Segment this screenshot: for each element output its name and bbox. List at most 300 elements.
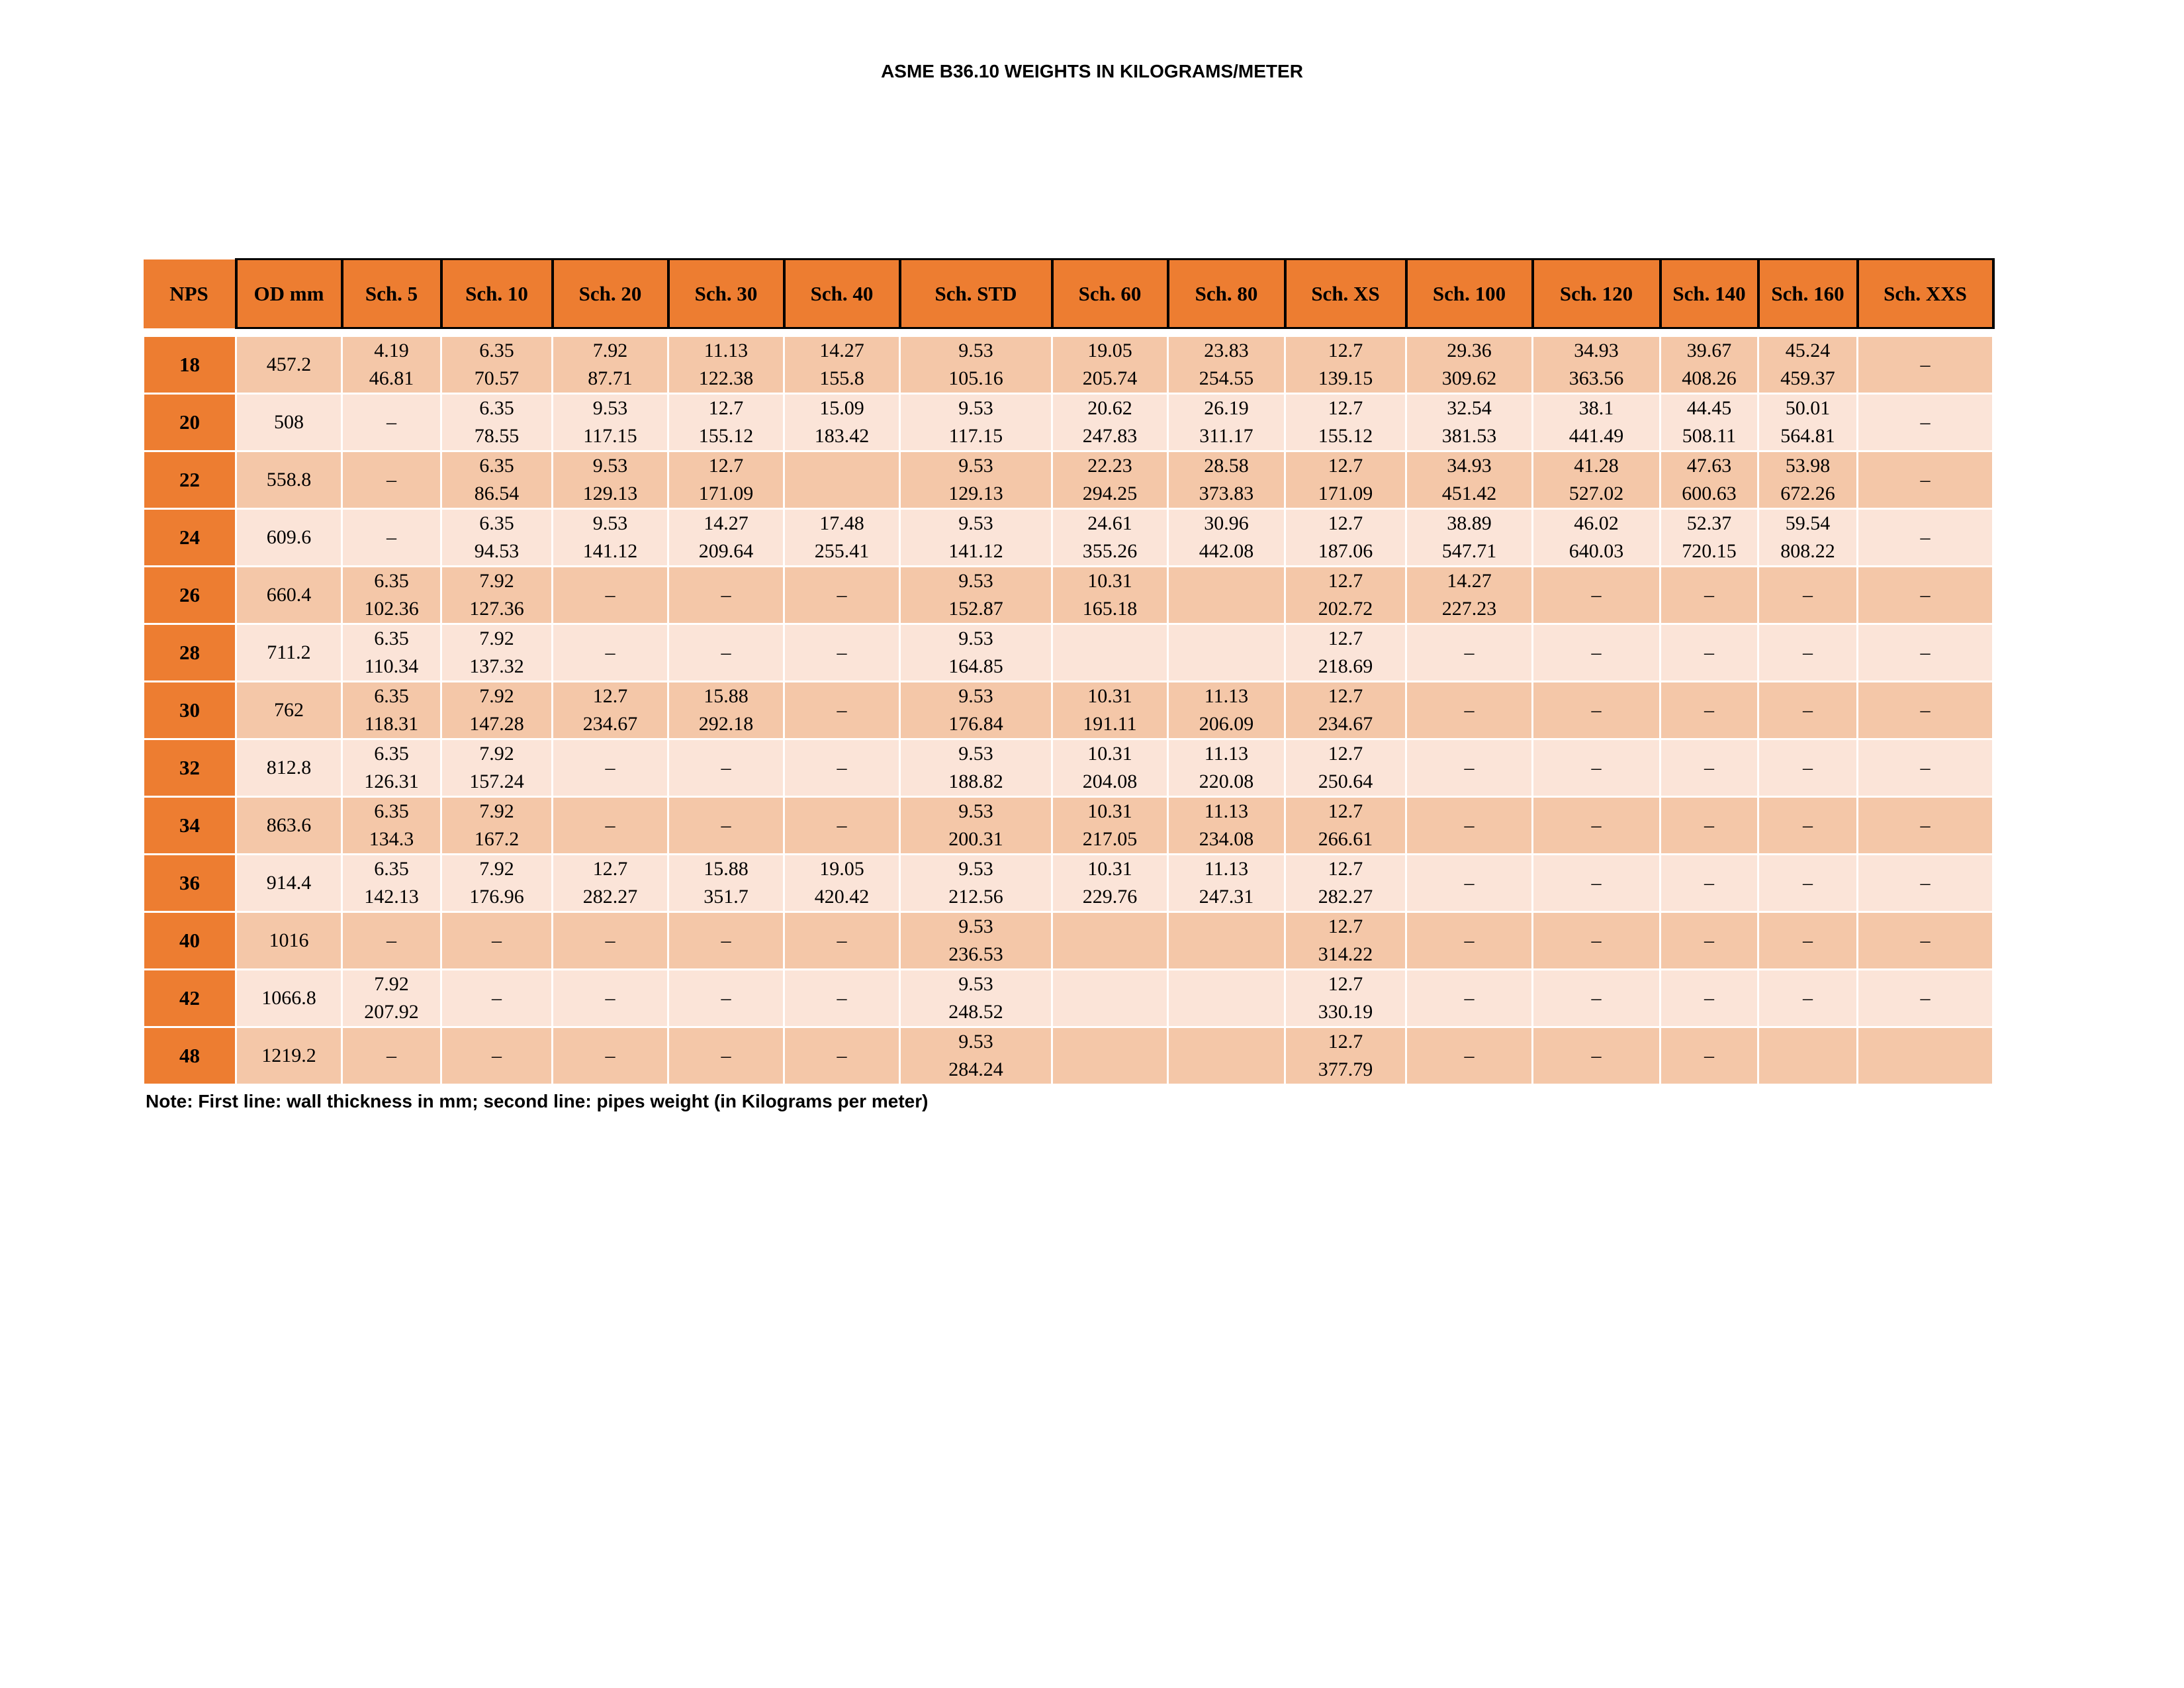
schedule-cell bbox=[784, 912, 900, 970]
cell-value: – bbox=[1591, 699, 1602, 721]
weight-value: 363.56 bbox=[1569, 367, 1624, 389]
schedule-cell bbox=[1533, 336, 1661, 394]
weight-value: 183.42 bbox=[814, 425, 870, 447]
schedule-cell bbox=[1661, 970, 1758, 1027]
schedule-cell bbox=[784, 1027, 900, 1085]
schedule-cell bbox=[1285, 912, 1406, 970]
wall-thickness-value: 59.54 bbox=[1785, 512, 1831, 534]
wall-thickness-value: 10.31 bbox=[1087, 685, 1132, 707]
cell-value: – bbox=[1591, 987, 1602, 1009]
schedule-cell bbox=[1285, 624, 1406, 682]
cell-value: – bbox=[837, 814, 847, 836]
schedule-cell bbox=[1858, 739, 1993, 797]
cell-value: – bbox=[1920, 872, 1931, 894]
nps-cell: 22 bbox=[144, 451, 236, 509]
nps-cell: 26 bbox=[144, 567, 236, 624]
wall-thickness-value: 9.53 bbox=[958, 743, 993, 765]
wall-thickness-value: 6.35 bbox=[479, 512, 514, 534]
od-cell: 457.2 bbox=[236, 336, 342, 394]
weight-value: 155.8 bbox=[819, 367, 864, 389]
weight-value: 105.16 bbox=[948, 367, 1003, 389]
schedule-cell bbox=[1285, 509, 1406, 567]
weight-value: 86.54 bbox=[474, 483, 520, 504]
schedule-cell bbox=[553, 624, 668, 682]
schedule-cell bbox=[1168, 855, 1285, 912]
wall-thickness-value: 12.7 bbox=[708, 397, 744, 419]
weight-value: 234.08 bbox=[1199, 828, 1254, 850]
schedule-cell bbox=[668, 1027, 784, 1085]
weight-value: 94.53 bbox=[474, 540, 520, 562]
weight-value: 207.92 bbox=[364, 1001, 419, 1023]
header-sch-xxs: Sch. XXS bbox=[1858, 259, 1993, 328]
header-sch-std: Sch. STD bbox=[900, 259, 1052, 328]
schedule-cell bbox=[1052, 394, 1168, 451]
schedule-cell bbox=[553, 567, 668, 624]
wall-thickness-value: 9.53 bbox=[958, 628, 993, 649]
schedule-cell bbox=[441, 394, 553, 451]
schedule-cell bbox=[1052, 567, 1168, 624]
header-sch-40: Sch. 40 bbox=[784, 259, 900, 328]
schedule-cell bbox=[900, 394, 1052, 451]
schedule-cell bbox=[1052, 336, 1168, 394]
weight-value: 330.19 bbox=[1318, 1001, 1373, 1023]
wall-thickness-value: 34.93 bbox=[1447, 455, 1492, 477]
schedule-cell bbox=[1661, 1027, 1758, 1085]
schedule-cell bbox=[784, 970, 900, 1027]
schedule-cell bbox=[668, 855, 784, 912]
cell-value: – bbox=[837, 699, 847, 721]
weight-value: 234.67 bbox=[1318, 713, 1373, 735]
wall-thickness-value: 6.35 bbox=[374, 800, 409, 822]
schedule-cell bbox=[1661, 567, 1758, 624]
nps-cell: 18 bbox=[144, 336, 236, 394]
weight-value: 247.83 bbox=[1082, 425, 1138, 447]
weight-value: 247.31 bbox=[1199, 886, 1254, 908]
table-row bbox=[144, 624, 1993, 682]
schedule-cell bbox=[1406, 567, 1533, 624]
wall-thickness-value: 52.37 bbox=[1686, 512, 1732, 534]
wall-thickness-value: 11.13 bbox=[1204, 800, 1249, 822]
schedule-cell bbox=[900, 739, 1052, 797]
od-cell: 1016 bbox=[236, 912, 342, 970]
wall-thickness-value: 12.7 bbox=[1328, 1031, 1363, 1053]
wall-thickness-value: 9.53 bbox=[592, 455, 628, 477]
schedule-cell bbox=[900, 509, 1052, 567]
wall-thickness-value: 7.92 bbox=[374, 973, 409, 995]
wall-thickness-value: 6.35 bbox=[479, 455, 514, 477]
wall-thickness-value: 12.7 bbox=[1328, 743, 1363, 765]
wall-thickness-value: 6.35 bbox=[479, 340, 514, 361]
cell-value: – bbox=[1591, 584, 1602, 606]
schedule-cell bbox=[1533, 451, 1661, 509]
weight-value: 187.06 bbox=[1318, 540, 1373, 562]
weight-value: 110.34 bbox=[364, 655, 419, 677]
wall-thickness-value: 19.05 bbox=[1087, 340, 1132, 361]
weight-value: 176.84 bbox=[948, 713, 1003, 735]
weight-value: 227.23 bbox=[1441, 598, 1497, 620]
cell-value: – bbox=[1803, 987, 1813, 1009]
schedule-table bbox=[142, 258, 1995, 1086]
schedule-cell bbox=[342, 394, 441, 451]
weight-value: 373.83 bbox=[1199, 483, 1254, 504]
cell-value: – bbox=[1464, 814, 1475, 836]
wall-thickness-value: 23.83 bbox=[1204, 340, 1249, 361]
wall-thickness-value: 11.13 bbox=[1204, 685, 1249, 707]
schedule-cell bbox=[1285, 1027, 1406, 1085]
schedule-cell bbox=[553, 970, 668, 1027]
cell-value: – bbox=[1464, 757, 1475, 778]
schedule-cell bbox=[1661, 912, 1758, 970]
schedule-cell bbox=[668, 970, 784, 1027]
table-row bbox=[144, 739, 1993, 797]
weight-value: 377.79 bbox=[1318, 1058, 1373, 1080]
cell-value: – bbox=[1920, 353, 1931, 375]
nps-cell: 20 bbox=[144, 394, 236, 451]
wall-thickness-value: 46.02 bbox=[1574, 512, 1619, 534]
weight-value: 250.64 bbox=[1318, 771, 1373, 792]
schedule-cell bbox=[342, 970, 441, 1027]
schedule-cell bbox=[1168, 970, 1285, 1027]
weight-value: 126.31 bbox=[364, 771, 419, 792]
wall-thickness-value: 9.53 bbox=[958, 858, 993, 880]
od-cell: 812.8 bbox=[236, 739, 342, 797]
schedule-cell bbox=[441, 336, 553, 394]
cell-value: – bbox=[721, 641, 731, 663]
wall-thickness-value: 7.92 bbox=[479, 628, 514, 649]
weight-value: 217.05 bbox=[1082, 828, 1138, 850]
schedule-cell bbox=[1406, 855, 1533, 912]
header-gap bbox=[144, 328, 1993, 336]
weight-value: 420.42 bbox=[814, 886, 870, 908]
cell-value: – bbox=[387, 929, 396, 951]
schedule-cell bbox=[668, 682, 784, 739]
schedule-cell bbox=[1758, 682, 1858, 739]
schedule-cell bbox=[441, 509, 553, 567]
schedule-cell bbox=[553, 451, 668, 509]
weight-value: 229.76 bbox=[1082, 886, 1138, 908]
wall-thickness-value: 9.53 bbox=[958, 915, 993, 937]
weight-value: 202.72 bbox=[1318, 598, 1373, 620]
schedule-cell bbox=[900, 567, 1052, 624]
weight-value: 408.26 bbox=[1682, 367, 1737, 389]
schedule-cell bbox=[1758, 624, 1858, 682]
weight-value: 527.02 bbox=[1569, 483, 1624, 504]
cell-value: – bbox=[721, 987, 731, 1009]
weight-value: 200.31 bbox=[948, 828, 1003, 850]
nps-cell: 34 bbox=[144, 797, 236, 855]
header-sch-100: Sch. 100 bbox=[1406, 259, 1533, 328]
schedule-cell bbox=[1533, 624, 1661, 682]
cell-value: – bbox=[721, 757, 731, 778]
schedule-cell bbox=[1533, 567, 1661, 624]
cell-value: – bbox=[1464, 641, 1475, 663]
schedule-cell bbox=[900, 855, 1052, 912]
weight-value: 254.55 bbox=[1199, 367, 1254, 389]
schedule-cell bbox=[441, 970, 553, 1027]
schedule-cell bbox=[1168, 739, 1285, 797]
schedule-cell bbox=[784, 682, 900, 739]
wall-thickness-value: 30.96 bbox=[1204, 512, 1249, 534]
wall-thickness-value: 6.35 bbox=[374, 570, 409, 592]
od-cell: 508 bbox=[236, 394, 342, 451]
header-sch-80: Sch. 80 bbox=[1168, 259, 1285, 328]
schedule-cell bbox=[1052, 1027, 1168, 1085]
schedule-cell bbox=[553, 739, 668, 797]
wall-thickness-value: 7.92 bbox=[479, 858, 514, 880]
weight-value: 102.36 bbox=[364, 598, 419, 620]
weight-value: 311.17 bbox=[1199, 425, 1253, 447]
schedule-cell bbox=[1168, 797, 1285, 855]
schedule-cell bbox=[1406, 624, 1533, 682]
weight-value: 442.08 bbox=[1199, 540, 1254, 562]
schedule-cell bbox=[1661, 394, 1758, 451]
wall-thickness-value: 12.7 bbox=[1328, 340, 1363, 361]
schedule-cell bbox=[1406, 451, 1533, 509]
cell-value: – bbox=[1704, 872, 1714, 894]
schedule-cell bbox=[1758, 912, 1858, 970]
nps-cell: 48 bbox=[144, 1027, 236, 1085]
cell-value: – bbox=[1704, 814, 1714, 836]
schedule-cell bbox=[441, 797, 553, 855]
cell-value: – bbox=[1704, 1045, 1714, 1066]
schedule-cell bbox=[668, 624, 784, 682]
weight-value: 139.15 bbox=[1318, 367, 1373, 389]
weight-value: 141.12 bbox=[948, 540, 1003, 562]
schedule-cell bbox=[342, 1027, 441, 1085]
schedule-cell bbox=[342, 451, 441, 509]
cell-value: – bbox=[837, 987, 847, 1009]
od-cell: 1219.2 bbox=[236, 1027, 342, 1085]
wall-thickness-value: 44.45 bbox=[1686, 397, 1732, 419]
wall-thickness-value: 12.7 bbox=[708, 455, 744, 477]
table-row bbox=[144, 394, 1993, 451]
nps-cell: 42 bbox=[144, 970, 236, 1027]
schedule-cell bbox=[1858, 682, 1993, 739]
wall-thickness-value: 9.53 bbox=[958, 512, 993, 534]
od-cell: 660.4 bbox=[236, 567, 342, 624]
schedule-cell bbox=[1858, 624, 1993, 682]
cell-value: – bbox=[387, 469, 396, 491]
wall-thickness-value: 9.53 bbox=[958, 340, 993, 361]
weight-value: 234.67 bbox=[582, 713, 638, 735]
table-row bbox=[144, 336, 1993, 394]
cell-value: – bbox=[1704, 641, 1714, 663]
cell-value: – bbox=[1803, 929, 1813, 951]
weight-value: 292.18 bbox=[698, 713, 754, 735]
schedule-cell bbox=[1858, 970, 1993, 1027]
wall-thickness-value: 32.54 bbox=[1447, 397, 1492, 419]
cell-value: – bbox=[1803, 872, 1813, 894]
schedule-cell bbox=[1858, 567, 1993, 624]
weight-value: 212.56 bbox=[948, 886, 1003, 908]
schedule-cell bbox=[342, 739, 441, 797]
table-row bbox=[144, 912, 1993, 970]
weight-value: 282.27 bbox=[1318, 886, 1373, 908]
cell-value: – bbox=[387, 1045, 396, 1066]
header-od: OD mm bbox=[236, 259, 342, 328]
cell-value: – bbox=[1591, 1045, 1602, 1066]
schedule-cell bbox=[342, 567, 441, 624]
weight-value: 351.7 bbox=[704, 886, 749, 908]
schedule-cell bbox=[1406, 739, 1533, 797]
wall-thickness-value: 7.92 bbox=[479, 743, 514, 765]
wall-thickness-value: 28.58 bbox=[1204, 455, 1249, 477]
weight-value: 122.38 bbox=[698, 367, 754, 389]
wall-thickness-value: 4.19 bbox=[374, 340, 409, 361]
schedule-cell bbox=[342, 624, 441, 682]
schedule-cell bbox=[668, 739, 784, 797]
cell-value: – bbox=[1464, 699, 1475, 721]
schedule-cell bbox=[441, 912, 553, 970]
cell-value: – bbox=[605, 929, 615, 951]
schedule-cell bbox=[553, 855, 668, 912]
cell-value: – bbox=[1803, 699, 1813, 721]
wall-thickness-value: 15.88 bbox=[704, 858, 749, 880]
weight-value: 266.61 bbox=[1318, 828, 1373, 850]
schedule-cell bbox=[1168, 624, 1285, 682]
schedule-cell bbox=[1758, 336, 1858, 394]
schedule-cell bbox=[900, 912, 1052, 970]
wall-thickness-value: 9.53 bbox=[592, 397, 628, 419]
cell-value: – bbox=[1704, 699, 1714, 721]
od-cell: 762 bbox=[236, 682, 342, 739]
schedule-cell bbox=[668, 394, 784, 451]
wall-thickness-value: 10.31 bbox=[1087, 858, 1132, 880]
schedule-cell bbox=[1858, 394, 1993, 451]
wall-thickness-value: 41.28 bbox=[1574, 455, 1619, 477]
weight-value: 165.18 bbox=[1082, 598, 1138, 620]
schedule-cell bbox=[441, 855, 553, 912]
wall-thickness-value: 11.13 bbox=[1204, 743, 1249, 765]
schedule-cell bbox=[1168, 567, 1285, 624]
weight-value: 152.87 bbox=[948, 598, 1003, 620]
table-row bbox=[144, 1027, 1993, 1085]
schedule-cell bbox=[553, 1027, 668, 1085]
cell-value: – bbox=[837, 584, 847, 606]
cell-value: – bbox=[1920, 814, 1931, 836]
weight-value: 451.42 bbox=[1441, 483, 1497, 504]
weight-value: 205.74 bbox=[1082, 367, 1138, 389]
schedule-cell bbox=[1052, 739, 1168, 797]
header-gap-cell bbox=[144, 328, 1993, 336]
wall-thickness-value: 10.31 bbox=[1087, 800, 1132, 822]
header-sch-60: Sch. 60 bbox=[1052, 259, 1168, 328]
schedule-cell bbox=[900, 336, 1052, 394]
wall-thickness-value: 9.53 bbox=[958, 800, 993, 822]
wall-thickness-value: 12.7 bbox=[1328, 455, 1363, 477]
schedule-cell bbox=[1168, 912, 1285, 970]
schedule-cell bbox=[1168, 682, 1285, 739]
table-row bbox=[144, 567, 1993, 624]
schedule-cell bbox=[668, 336, 784, 394]
schedule-cell bbox=[1406, 394, 1533, 451]
schedule-cell bbox=[1285, 682, 1406, 739]
schedule-cell bbox=[1661, 855, 1758, 912]
header-sch-xs: Sch. XS bbox=[1285, 259, 1406, 328]
weight-value: 117.15 bbox=[583, 425, 637, 447]
schedule-cell bbox=[900, 624, 1052, 682]
schedule-cell bbox=[1533, 509, 1661, 567]
weight-value: 282.27 bbox=[582, 886, 638, 908]
schedule-cell bbox=[1406, 912, 1533, 970]
weight-value: 220.08 bbox=[1199, 771, 1254, 792]
schedule-cell bbox=[784, 394, 900, 451]
wall-thickness-value: 12.7 bbox=[592, 858, 628, 880]
schedule-cell bbox=[1285, 855, 1406, 912]
cell-value: – bbox=[605, 757, 615, 778]
weight-value: 206.09 bbox=[1199, 713, 1254, 735]
schedule-cell bbox=[784, 797, 900, 855]
weight-value: 164.85 bbox=[948, 655, 1003, 677]
wall-thickness-value: 39.67 bbox=[1686, 340, 1732, 361]
cell-value: – bbox=[1920, 699, 1931, 721]
weight-value: 808.22 bbox=[1780, 540, 1835, 562]
cell-value: – bbox=[1803, 814, 1813, 836]
schedule-cell bbox=[1661, 451, 1758, 509]
schedule-cell bbox=[441, 682, 553, 739]
schedule-cell bbox=[1661, 624, 1758, 682]
schedule-cell bbox=[1052, 970, 1168, 1027]
wall-thickness-value: 9.53 bbox=[592, 512, 628, 534]
weight-value: 640.03 bbox=[1569, 540, 1624, 562]
schedule-cell bbox=[1052, 912, 1168, 970]
weight-value: 167.2 bbox=[474, 828, 520, 850]
wall-thickness-value: 12.7 bbox=[1328, 915, 1363, 937]
cell-value: – bbox=[837, 641, 847, 663]
weight-value: 118.31 bbox=[364, 713, 419, 735]
od-cell: 609.6 bbox=[236, 509, 342, 567]
schedule-cell bbox=[900, 970, 1052, 1027]
weight-value: 236.53 bbox=[948, 943, 1003, 965]
header-sch-160: Sch. 160 bbox=[1758, 259, 1858, 328]
weight-value: 209.64 bbox=[698, 540, 754, 562]
wall-thickness-value: 29.36 bbox=[1447, 340, 1492, 361]
header-sch-140: Sch. 140 bbox=[1661, 259, 1758, 328]
wall-thickness-value: 6.35 bbox=[374, 743, 409, 765]
schedule-cell bbox=[784, 336, 900, 394]
cell-value: – bbox=[1591, 641, 1602, 663]
od-cell: 863.6 bbox=[236, 797, 342, 855]
weight-value: 355.26 bbox=[1082, 540, 1138, 562]
wall-thickness-value: 15.88 bbox=[704, 685, 749, 707]
weight-value: 255.41 bbox=[814, 540, 870, 562]
cell-value: – bbox=[1464, 872, 1475, 894]
weight-value: 720.15 bbox=[1682, 540, 1737, 562]
weight-value: 141.12 bbox=[582, 540, 638, 562]
wall-thickness-value: 10.31 bbox=[1087, 743, 1132, 765]
wall-thickness-value: 7.92 bbox=[479, 570, 514, 592]
schedule-cell bbox=[553, 912, 668, 970]
cell-value: – bbox=[1704, 757, 1714, 778]
schedule-cell bbox=[668, 797, 784, 855]
cell-value: – bbox=[492, 1045, 502, 1066]
wall-thickness-value: 7.92 bbox=[592, 340, 628, 361]
cell-value: – bbox=[1920, 987, 1931, 1009]
schedule-cell bbox=[1052, 624, 1168, 682]
cell-value: – bbox=[1920, 526, 1931, 548]
schedule-cell bbox=[784, 451, 900, 509]
weight-value: 155.12 bbox=[698, 425, 754, 447]
schedule-cell bbox=[1533, 970, 1661, 1027]
cell-value: – bbox=[1704, 584, 1714, 606]
schedule-cell bbox=[342, 855, 441, 912]
schedule-cell bbox=[1758, 970, 1858, 1027]
schedule-cell bbox=[553, 797, 668, 855]
schedule-cell bbox=[553, 394, 668, 451]
cell-value: – bbox=[1920, 929, 1931, 951]
schedule-cell bbox=[342, 912, 441, 970]
wall-thickness-value: 12.7 bbox=[1328, 973, 1363, 995]
